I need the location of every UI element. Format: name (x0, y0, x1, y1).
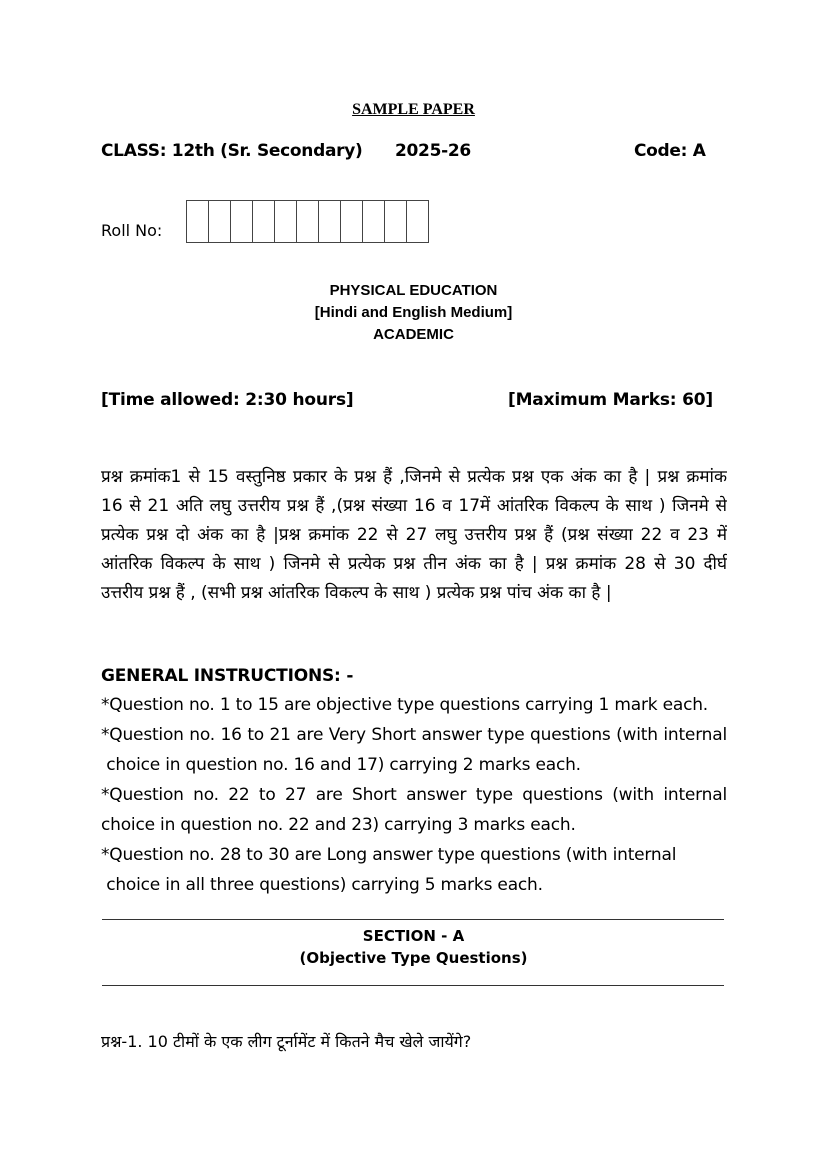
class-label: CLASS: 12th (Sr. Secondary) (101, 141, 363, 161)
hindi-instruction-line: आंतरिक विकल्प के साथ ) जिनमे से प्रत्येक प्रश्न तीन अंक का है | प्रश्न क्रमांक 28 से 30 दीर्घ (101, 554, 727, 574)
paper-title: SAMPLE PAPER (352, 101, 475, 118)
general-instructions-heading: GENERAL INSTRUCTIONS: - (101, 666, 354, 686)
paper-code: Code: A (634, 141, 706, 161)
roll-box (297, 201, 319, 242)
hindi-instruction-line: 16 से 21 अति लघु उत्तरीय प्रश्न हैं ,(प्रश्न संख्या 16 व 17में आंतरिक विकल्प के साथ ) जिनमे से (101, 496, 727, 516)
roll-box (187, 201, 209, 242)
roll-box (231, 201, 253, 242)
session: 2025-26 (395, 141, 471, 161)
instruction-line: *Question no. 22 to 27 are Short answer type questions (with internal (101, 785, 727, 805)
roll-box (319, 201, 341, 242)
roll-box (385, 201, 407, 242)
roll-box (275, 201, 297, 242)
hindi-instruction-line: प्रश्न क्रमांक1 से 15 वस्तुनिष्ठ प्रकार के प्रश्न हैं ,जिनमे से प्रत्येक प्रश्न एक अंक का है | प्रश्न क्रमांक (101, 467, 727, 487)
instruction-line: *Question no. 28 to 30 are Long answer type questions (with internal (101, 845, 677, 865)
instruction-line: choice in all three questions) carrying 5 marks each. (101, 875, 543, 895)
instruction-line: *Question no. 16 to 21 are Very Short answer type questions (with internal (101, 725, 727, 745)
time-allowed: [Time allowed: 2:30 hours] (101, 390, 354, 410)
roll-box (253, 201, 275, 242)
maximum-marks: [Maximum Marks: 60] (508, 390, 713, 410)
hindi-instruction-line: उत्तरीय प्रश्न हैं , (सभी प्रश्न आंतरिक विकल्प के साथ ) प्रत्येक प्रश्न पांच अंक का है | (101, 583, 612, 603)
question-1: प्रश्न-1. 10 टीमों के एक लीग टूर्नामेंट में कितने मैच खेले जायेंगे? (101, 1032, 472, 1051)
subject-name: PHYSICAL EDUCATION (329, 282, 498, 299)
instruction-line: *Question no. 1 to 15 are objective type questions carrying 1 mark each. (101, 695, 708, 715)
divider (102, 985, 724, 986)
divider (102, 919, 724, 920)
instruction-line: choice in question no. 22 and 23) carrying 3 marks each. (101, 815, 576, 835)
roll-box (363, 201, 385, 242)
roll-no-label: Roll No: (101, 221, 163, 240)
instruction-line: choice in question no. 16 and 17) carrying 2 marks each. (101, 755, 581, 775)
roll-box (407, 201, 428, 242)
subject-medium: [Hindi and English Medium] (314, 304, 513, 321)
roll-box (209, 201, 231, 242)
roll-box (341, 201, 363, 242)
section-subtitle: (Objective Type Questions) (299, 949, 528, 967)
roll-no-boxes (186, 200, 429, 243)
subject-stream: ACADEMIC (373, 326, 454, 343)
section-title: SECTION - A (362, 927, 465, 945)
hindi-instruction-line: प्रत्येक प्रश्न दो अंक का है |प्रश्न क्रमांक 22 से 27 लघु उत्तरीय प्रश्न हैं (प्रश्न संख्या 22 व 23 में (101, 525, 727, 545)
